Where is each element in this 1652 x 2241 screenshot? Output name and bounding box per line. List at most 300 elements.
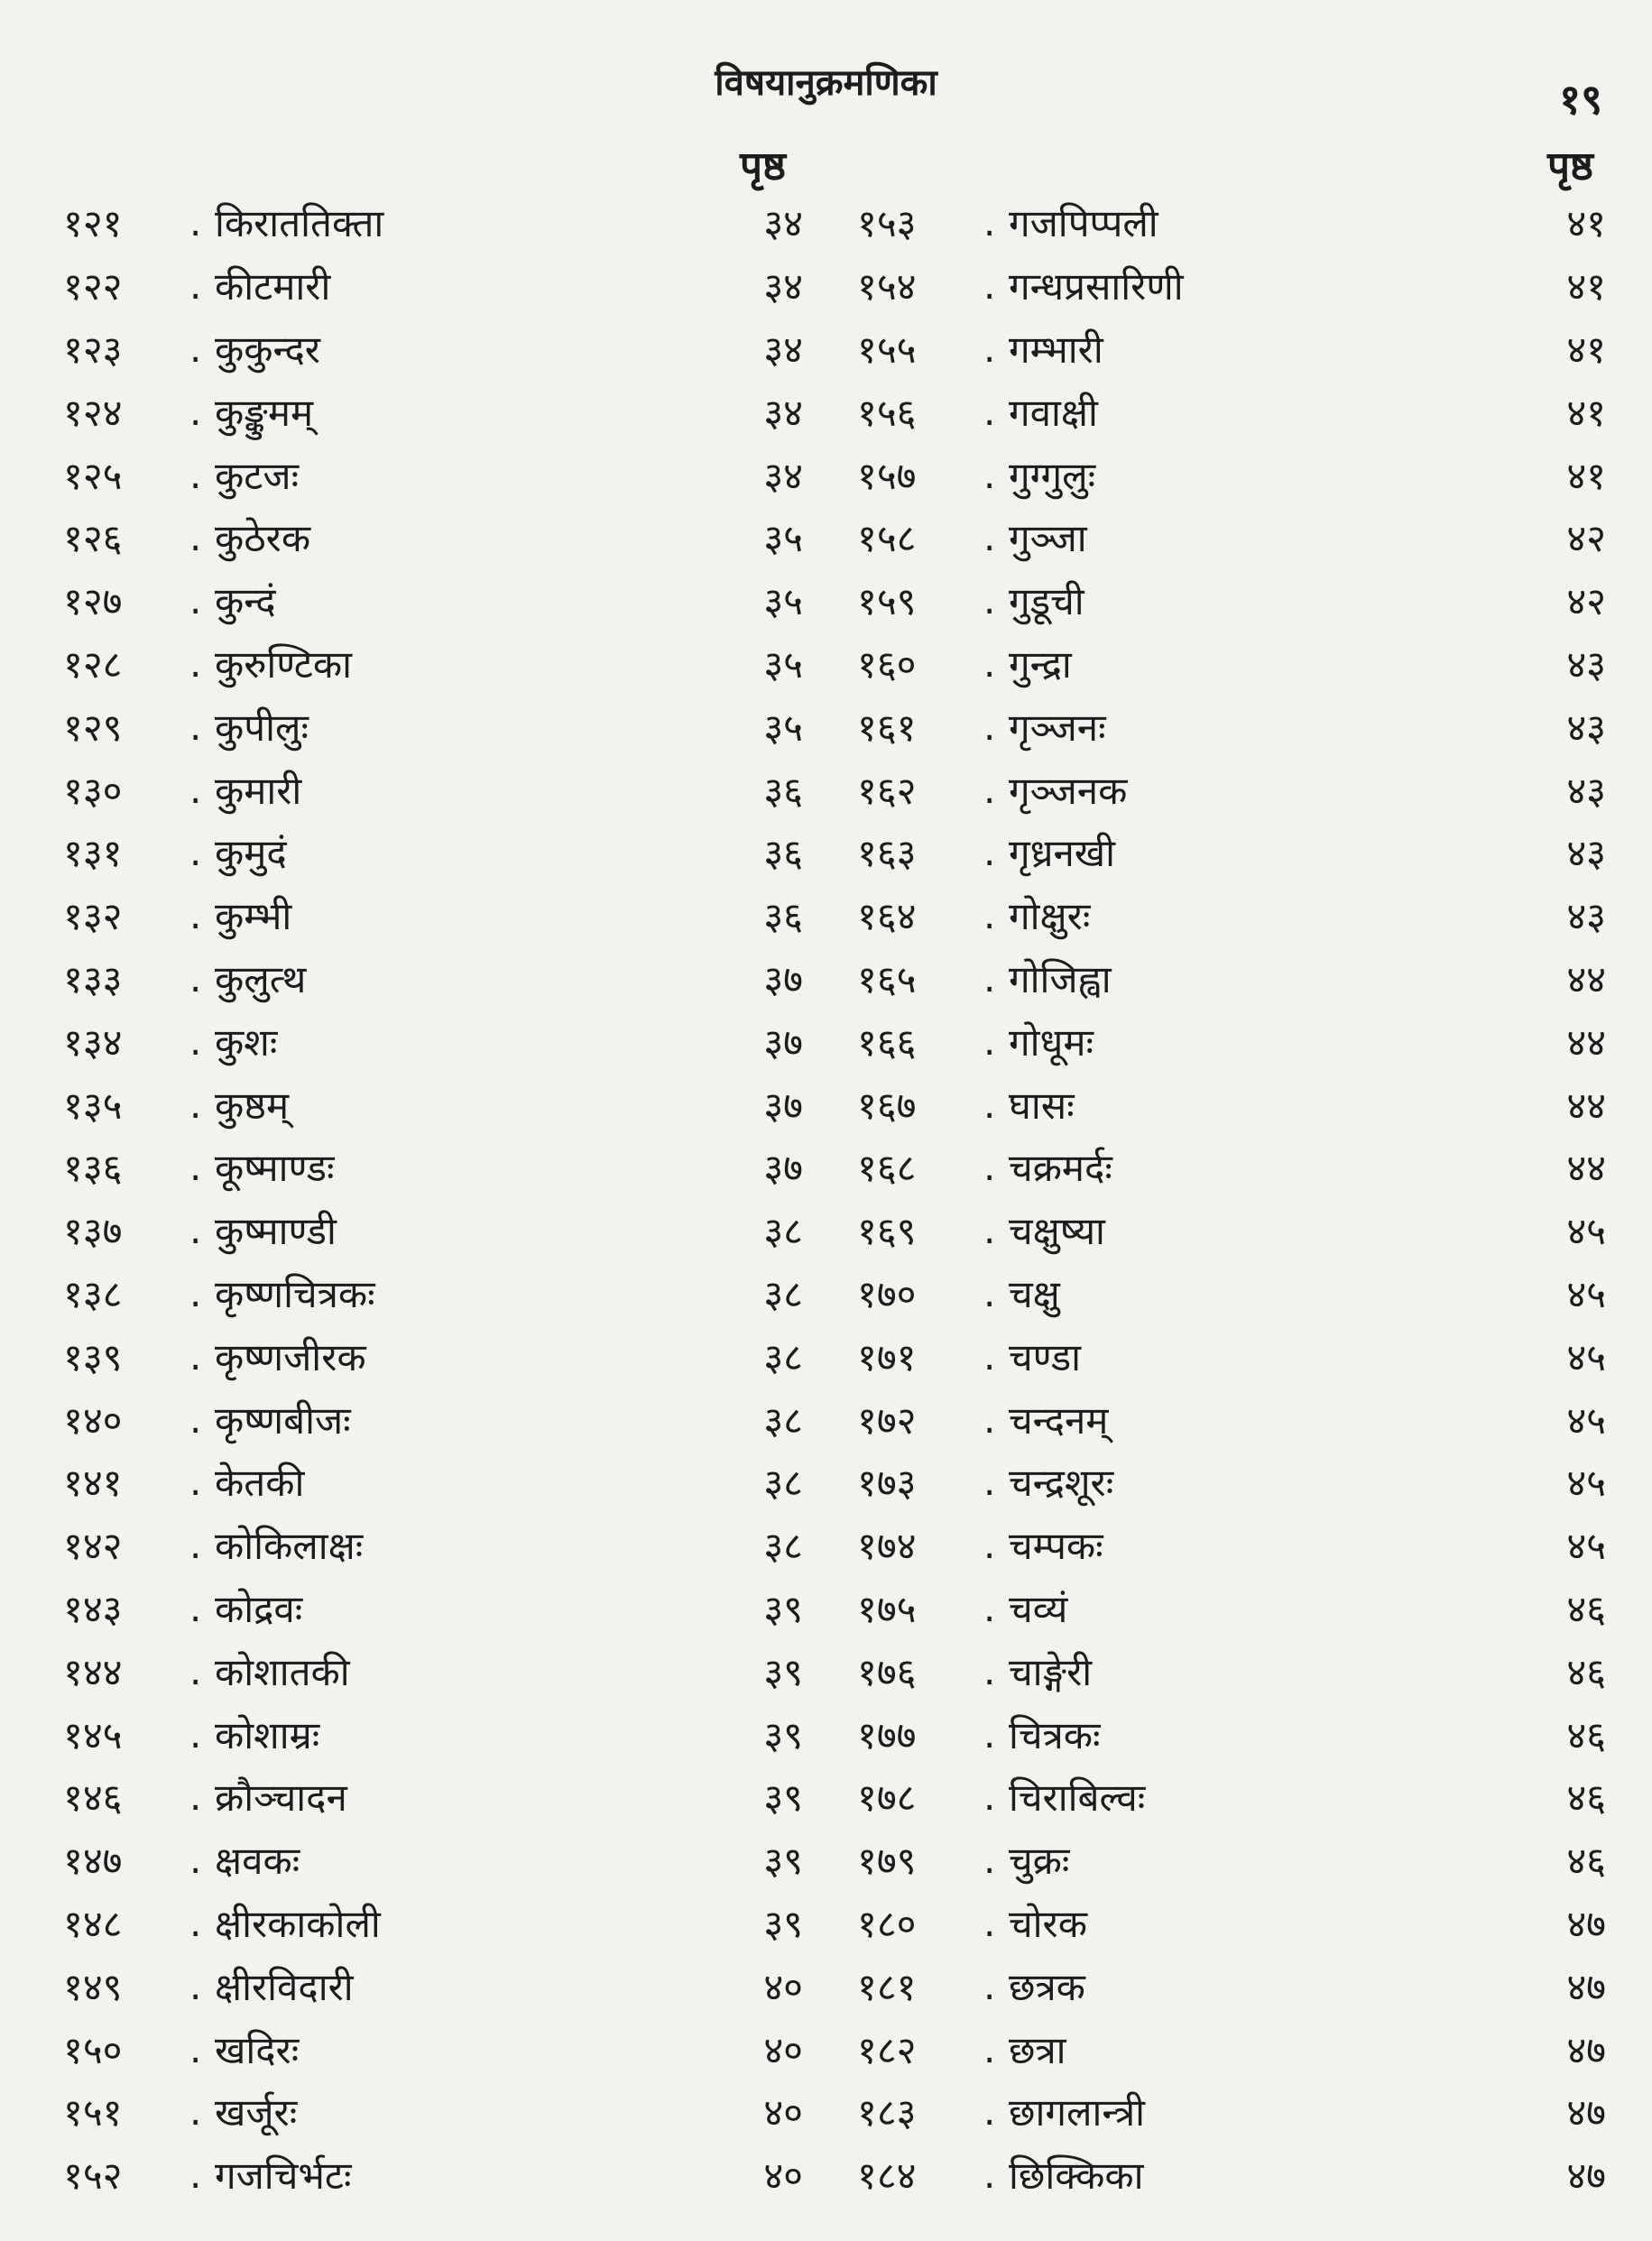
index-entry <box>857 1639 1606 1702</box>
entry-name: कुटजः <box>215 453 300 498</box>
entry-name: कुरुण्टिका <box>215 641 353 687</box>
entry-number: १५१ <box>63 2090 123 2135</box>
entry-number: १६१ <box>857 705 917 750</box>
entry-page: ३९ <box>763 1712 803 1757</box>
entry-name: क्षवकः <box>215 1839 300 1884</box>
entry-name: गवाक्षी <box>1009 390 1098 435</box>
entry-name: कृष्णचित्रकः <box>215 1271 375 1316</box>
entry-number: १७० <box>857 1271 917 1316</box>
entry-page: ४६ <box>1566 1586 1606 1631</box>
entry-name: छत्रक <box>1009 1964 1085 2009</box>
entry-name: क्षीरविदारी <box>215 1964 354 2009</box>
index-entry <box>63 1514 803 1577</box>
entry-page: ३८ <box>763 1271 803 1316</box>
entry-page: ३४ <box>763 327 803 372</box>
entry-name: गजचिर्भटः <box>215 2153 352 2199</box>
entry-page: ३६ <box>763 831 803 876</box>
index-entry <box>63 1892 803 1955</box>
entry-separator: . <box>189 1145 202 1190</box>
index-entry <box>857 191 1606 254</box>
entry-number: १५२ <box>63 2153 123 2199</box>
entry-number: १६३ <box>857 831 917 876</box>
entry-page: ३८ <box>763 1334 803 1379</box>
index-entry <box>857 884 1606 947</box>
index-entry <box>857 1702 1606 1766</box>
entry-separator: . <box>983 1838 996 1883</box>
entry-name: चक्षु <box>1009 1271 1060 1316</box>
entry-page: ३९ <box>763 1775 803 1821</box>
index-column-right <box>857 191 1606 2207</box>
entry-name: चक्षुष्या <box>1009 1209 1105 1254</box>
entry-page: ३७ <box>763 1019 803 1065</box>
entry-page: ४७ <box>1566 2090 1606 2135</box>
entry-number: १५८ <box>857 516 917 561</box>
entry-number: १४१ <box>63 1461 123 1506</box>
index-entry <box>857 1324 1606 1388</box>
entry-number: १२२ <box>63 264 123 309</box>
index-entry <box>63 254 803 318</box>
entry-separator: . <box>983 1460 996 1505</box>
index-entry <box>857 758 1606 821</box>
entry-page: ३५ <box>763 641 803 687</box>
entry-name: चन्दनम् <box>1009 1397 1109 1443</box>
entry-name: गृञ्जनक <box>1009 768 1128 813</box>
entry-number: १५३ <box>857 201 917 246</box>
index-entry <box>63 1199 803 1262</box>
index-entry <box>63 191 803 254</box>
entry-name: गृञ्जनः <box>1009 705 1106 750</box>
entry-number: १४२ <box>63 1524 123 1569</box>
entry-separator: . <box>983 955 996 1001</box>
entry-separator: . <box>983 1019 996 1064</box>
index-entry <box>63 821 803 884</box>
entry-page: ४१ <box>1566 264 1606 309</box>
entry-page: ३४ <box>763 264 803 309</box>
entry-page: ४४ <box>1566 1083 1606 1128</box>
index-entry <box>63 1577 803 1640</box>
entry-separator: . <box>983 1963 996 2008</box>
entry-name: चन्द्रशूरः <box>1009 1461 1114 1506</box>
entry-separator: . <box>189 1523 202 1568</box>
entry-page: ४५ <box>1566 1397 1606 1443</box>
index-entry <box>63 1136 803 1199</box>
index-entry <box>63 318 803 381</box>
entry-separator: . <box>189 1397 202 1442</box>
entry-name: चव्यं <box>1009 1586 1068 1631</box>
index-entry <box>63 1073 803 1136</box>
entry-number: १२७ <box>63 579 123 624</box>
index-entry <box>63 1010 803 1073</box>
entry-page: ४३ <box>1566 894 1606 939</box>
entry-name: छत्रा <box>1009 2027 1066 2072</box>
index-entry <box>857 1073 1606 1136</box>
entry-name: गुञ्जा <box>1009 516 1087 561</box>
entry-separator: . <box>189 389 202 434</box>
entry-name: कुशः <box>215 1019 278 1065</box>
entry-separator: . <box>189 767 202 812</box>
entry-name: क्षीरकाकोली <box>215 1901 381 1946</box>
entry-separator: . <box>983 2089 996 2135</box>
entry-separator: . <box>189 1460 202 1505</box>
entry-name: गन्धप्रसारिणी <box>1009 264 1184 309</box>
entry-separator: . <box>983 389 996 434</box>
entry-number: १७४ <box>857 1524 917 1569</box>
entry-name: गुन्द्रा <box>1009 641 1072 687</box>
entry-number: १४७ <box>63 1839 123 1884</box>
index-entry <box>857 1514 1606 1577</box>
entry-page: ३४ <box>763 453 803 498</box>
entry-name: चिराबिल्वः <box>1009 1775 1146 1821</box>
entry-page: ४६ <box>1566 1775 1606 1821</box>
index-entry <box>857 1829 1606 1892</box>
entry-name: खदिरः <box>215 2027 300 2072</box>
entry-page: ४५ <box>1566 1524 1606 1569</box>
entry-page: ४१ <box>1566 201 1606 246</box>
entry-number: १८२ <box>857 2027 917 2072</box>
entry-page: ४४ <box>1566 1019 1606 1065</box>
entry-number: १७८ <box>857 1775 917 1821</box>
entry-separator: . <box>983 2026 996 2071</box>
entry-separator: . <box>983 1145 996 1190</box>
index-entry <box>857 380 1606 443</box>
entry-name: कृष्णजीरक <box>215 1334 366 1379</box>
entry-number: १३२ <box>63 894 123 939</box>
entry-number: १४४ <box>63 1649 123 1694</box>
index-entry <box>857 1388 1606 1451</box>
index-entry <box>63 443 803 506</box>
entry-name: चित्रकः <box>1009 1712 1101 1757</box>
entry-separator: . <box>189 1711 202 1757</box>
entry-name: कुमारी <box>215 768 302 813</box>
index-entry <box>63 884 803 947</box>
index-entry <box>63 1451 803 1514</box>
entry-name: छिक्किका <box>1009 2153 1144 2199</box>
entry-page: ४० <box>763 2153 803 2199</box>
entry-page: ३८ <box>763 1524 803 1569</box>
entry-name: चम्पकः <box>1009 1524 1103 1569</box>
entry-name: चक्रमर्दः <box>1009 1146 1112 1191</box>
index-entry <box>857 1262 1606 1325</box>
entry-page: ३५ <box>763 516 803 561</box>
entry-number: १३० <box>63 768 123 813</box>
entry-name: कृष्णबीजः <box>215 1397 351 1443</box>
entry-page: ४३ <box>1566 831 1606 876</box>
entry-page: ३७ <box>763 1146 803 1191</box>
entry-name: कुन्दं <box>215 579 276 624</box>
entry-separator: . <box>983 263 996 309</box>
entry-page: ३८ <box>763 1397 803 1443</box>
entry-page: ४२ <box>1566 579 1606 624</box>
entry-name: कुङ्कुमम् <box>215 390 314 435</box>
entry-number: १५० <box>63 2027 123 2072</box>
entry-page: ४० <box>763 2027 803 2072</box>
entry-name: चाङ्गेरी <box>1009 1649 1093 1694</box>
entry-page: ४७ <box>1566 1964 1606 2009</box>
entry-separator: . <box>189 830 202 875</box>
entry-separator: . <box>189 1333 202 1379</box>
entry-page: ३७ <box>763 1083 803 1128</box>
entry-page: ४१ <box>1566 327 1606 372</box>
entry-page: ४७ <box>1566 2153 1606 2199</box>
index-entry <box>857 2017 1606 2080</box>
entry-name: गोक्षुरः <box>1009 894 1091 939</box>
entry-page: ३५ <box>763 705 803 750</box>
entry-name: घासः <box>1009 1083 1075 1128</box>
entry-name: कुमुदं <box>215 831 287 876</box>
entry-number: १४५ <box>63 1712 123 1757</box>
entry-number: १४३ <box>63 1586 123 1631</box>
entry-name: गजपिप्पली <box>1009 201 1158 246</box>
entry-name: कुलुत्थ <box>215 956 307 1001</box>
entry-page: ४३ <box>1566 641 1606 687</box>
page-number: १९ <box>1559 75 1602 124</box>
entry-number: १४६ <box>63 1775 123 1821</box>
entry-separator: . <box>983 1711 996 1757</box>
entry-page: ३९ <box>763 1586 803 1631</box>
entry-number: १२३ <box>63 327 123 372</box>
entry-page: ४३ <box>1566 705 1606 750</box>
entry-name: क्रौञ्चादन <box>215 1775 347 1821</box>
entry-name: केतकी <box>215 1461 305 1506</box>
entry-number: १३८ <box>63 1271 123 1316</box>
entry-separator: . <box>189 1208 202 1253</box>
entry-page: ४७ <box>1566 1901 1606 1946</box>
entry-separator: . <box>189 893 202 938</box>
index-entry <box>857 254 1606 318</box>
index-entry <box>857 2080 1606 2144</box>
entry-page: ३९ <box>763 1839 803 1884</box>
entry-separator: . <box>189 515 202 560</box>
entry-name: गोजिह्वा <box>1009 956 1112 1001</box>
entry-number: १२९ <box>63 705 123 750</box>
entry-name: चण्डा <box>1009 1334 1081 1379</box>
index-column-left <box>63 191 803 2207</box>
entry-separator: . <box>983 578 996 623</box>
index-entry <box>63 2144 803 2207</box>
index-entry <box>857 821 1606 884</box>
entry-separator: . <box>983 1397 996 1442</box>
entry-separator: . <box>983 515 996 560</box>
entry-number: १७२ <box>857 1397 917 1443</box>
entry-page: ४४ <box>1566 956 1606 1001</box>
entry-number: १३४ <box>63 1019 123 1065</box>
entry-page: ३६ <box>763 768 803 813</box>
entry-number: १५६ <box>857 390 917 435</box>
index-entry <box>63 947 803 1010</box>
entry-separator: . <box>189 326 202 371</box>
index-entry <box>857 506 1606 569</box>
index-entry <box>857 632 1606 696</box>
entry-page: ४७ <box>1566 2027 1606 2072</box>
index-entry <box>63 1639 803 1702</box>
entry-separator: . <box>983 200 996 245</box>
index-entry <box>63 1954 803 2017</box>
entry-separator: . <box>983 1775 996 1820</box>
entry-separator: . <box>189 704 202 749</box>
entry-number: १७१ <box>857 1334 917 1379</box>
index-entry <box>857 2144 1606 2207</box>
entry-separator: . <box>189 200 202 245</box>
index-entry <box>63 2080 803 2144</box>
entry-name: गुग्गुलुः <box>1009 453 1096 498</box>
entry-separator: . <box>189 641 202 686</box>
index-entry <box>63 2017 803 2080</box>
index-entry <box>857 1136 1606 1199</box>
entry-number: १३१ <box>63 831 123 876</box>
entry-separator: . <box>189 2026 202 2071</box>
entry-separator: . <box>983 1270 996 1315</box>
entry-separator: . <box>983 641 996 686</box>
index-entry <box>63 569 803 632</box>
entry-page: ४५ <box>1566 1271 1606 1316</box>
entry-separator: . <box>189 263 202 309</box>
entry-page: ३४ <box>763 201 803 246</box>
entry-name: किराततिक्ता <box>215 201 384 246</box>
index-entry <box>63 1702 803 1766</box>
entry-number: १२४ <box>63 390 123 435</box>
column-heading-page-right: पृष्ठ <box>1547 143 1593 189</box>
index-entry <box>63 1324 803 1388</box>
entry-name: कुकुन्दर <box>215 327 320 372</box>
entry-separator: . <box>189 1019 202 1064</box>
entry-separator: . <box>189 1648 202 1693</box>
entry-separator: . <box>983 1333 996 1379</box>
entry-separator: . <box>189 1900 202 1945</box>
entry-separator: . <box>983 767 996 812</box>
entry-page: ४६ <box>1566 1712 1606 1757</box>
entry-name: छागलान्त्री <box>1009 2090 1146 2135</box>
index-entry <box>857 1010 1606 1073</box>
entry-page: ३८ <box>763 1461 803 1506</box>
entry-name: कुष्माण्डी <box>215 1209 337 1254</box>
entry-name: गृध्रनखी <box>1009 831 1116 876</box>
index-entry <box>857 947 1606 1010</box>
column-heading-page-left: पृष्ठ <box>740 143 786 189</box>
index-entry <box>857 318 1606 381</box>
entry-number: १८० <box>857 1901 917 1946</box>
index-entry <box>857 695 1606 758</box>
entry-number: १७७ <box>857 1712 917 1757</box>
entry-number: १५४ <box>857 264 917 309</box>
entry-number: १६८ <box>857 1146 917 1191</box>
entry-name: गम्भारी <box>1009 327 1103 372</box>
entry-page: ३७ <box>763 956 803 1001</box>
entry-name: खर्जूरः <box>215 2090 298 2135</box>
entry-number: १२५ <box>63 453 123 498</box>
entry-number: १७९ <box>857 1839 917 1884</box>
entry-name: कुष्ठम् <box>215 1083 290 1128</box>
entry-separator: . <box>983 830 996 875</box>
entry-number: १७५ <box>857 1586 917 1631</box>
entry-number: १४९ <box>63 1964 123 2009</box>
index-entry <box>857 1199 1606 1262</box>
index-entry <box>63 506 803 569</box>
entry-page: ३९ <box>763 1901 803 1946</box>
entry-page: ४६ <box>1566 1839 1606 1884</box>
entry-number: १८४ <box>857 2153 917 2199</box>
entry-separator: . <box>189 955 202 1001</box>
entry-number: १६६ <box>857 1019 917 1065</box>
entry-separator: . <box>983 2153 996 2198</box>
entry-number: १३६ <box>63 1146 123 1191</box>
entry-page: ४२ <box>1566 516 1606 561</box>
index-entry <box>857 443 1606 506</box>
entry-number: १६० <box>857 641 917 687</box>
entry-separator: . <box>189 2089 202 2135</box>
entry-separator: . <box>189 1963 202 2008</box>
entry-separator: . <box>983 1585 996 1630</box>
entry-number: १५७ <box>857 453 917 498</box>
entry-number: १६२ <box>857 768 917 813</box>
entry-separator: . <box>983 704 996 749</box>
entry-page: ३९ <box>763 1649 803 1694</box>
entry-name: कीटमारी <box>215 264 331 309</box>
entry-page: ४४ <box>1566 1146 1606 1191</box>
index-entry <box>63 1829 803 1892</box>
entry-number: १८१ <box>857 1964 917 2009</box>
entry-number: १६४ <box>857 894 917 939</box>
entry-name: गुडूची <box>1009 579 1084 624</box>
index-entry <box>63 758 803 821</box>
entry-name: चुक्रः <box>1009 1839 1070 1884</box>
entry-number: १५९ <box>857 579 917 624</box>
entry-separator: . <box>189 1775 202 1820</box>
entry-page: ३८ <box>763 1209 803 1254</box>
entry-page: ३६ <box>763 894 803 939</box>
index-entry <box>63 1388 803 1451</box>
entry-number: १२१ <box>63 201 123 246</box>
entry-name: कोशातकी <box>215 1649 350 1694</box>
entry-separator: . <box>189 1082 202 1127</box>
index-entry <box>857 1954 1606 2017</box>
entry-page: ४३ <box>1566 768 1606 813</box>
entry-name: कुम्भी <box>215 894 292 939</box>
entry-separator: . <box>983 1208 996 1253</box>
entry-name: गोधूमः <box>1009 1019 1094 1065</box>
entry-number: १३३ <box>63 956 123 1001</box>
entry-name: कोद्रवः <box>215 1586 303 1631</box>
entry-separator: . <box>189 1585 202 1630</box>
entry-number: १२८ <box>63 641 123 687</box>
index-entry <box>857 1766 1606 1829</box>
entry-page: ४५ <box>1566 1334 1606 1379</box>
entry-page: ४५ <box>1566 1461 1606 1506</box>
index-entry <box>63 1766 803 1829</box>
entry-separator: . <box>983 893 996 938</box>
entry-separator: . <box>189 452 202 497</box>
entry-page: ४१ <box>1566 453 1606 498</box>
index-entry <box>857 1892 1606 1955</box>
entry-separator: . <box>983 452 996 497</box>
entry-page: ४० <box>763 1964 803 2009</box>
entry-separator: . <box>983 1082 996 1127</box>
entry-number: १६७ <box>857 1083 917 1128</box>
entry-page: ४५ <box>1566 1209 1606 1254</box>
entry-page: ४१ <box>1566 390 1606 435</box>
entry-number: १७३ <box>857 1461 917 1506</box>
entry-number: १४० <box>63 1397 123 1443</box>
entry-page: ३५ <box>763 579 803 624</box>
entry-number: १५५ <box>857 327 917 372</box>
entry-name: कोकिलाक्षः <box>215 1524 364 1569</box>
entry-page: ३४ <box>763 390 803 435</box>
entry-separator: . <box>983 1648 996 1693</box>
index-entry <box>857 1451 1606 1514</box>
entry-number: १४८ <box>63 1901 123 1946</box>
index-entry <box>857 569 1606 632</box>
entry-separator: . <box>189 1270 202 1315</box>
index-entry <box>63 1262 803 1325</box>
